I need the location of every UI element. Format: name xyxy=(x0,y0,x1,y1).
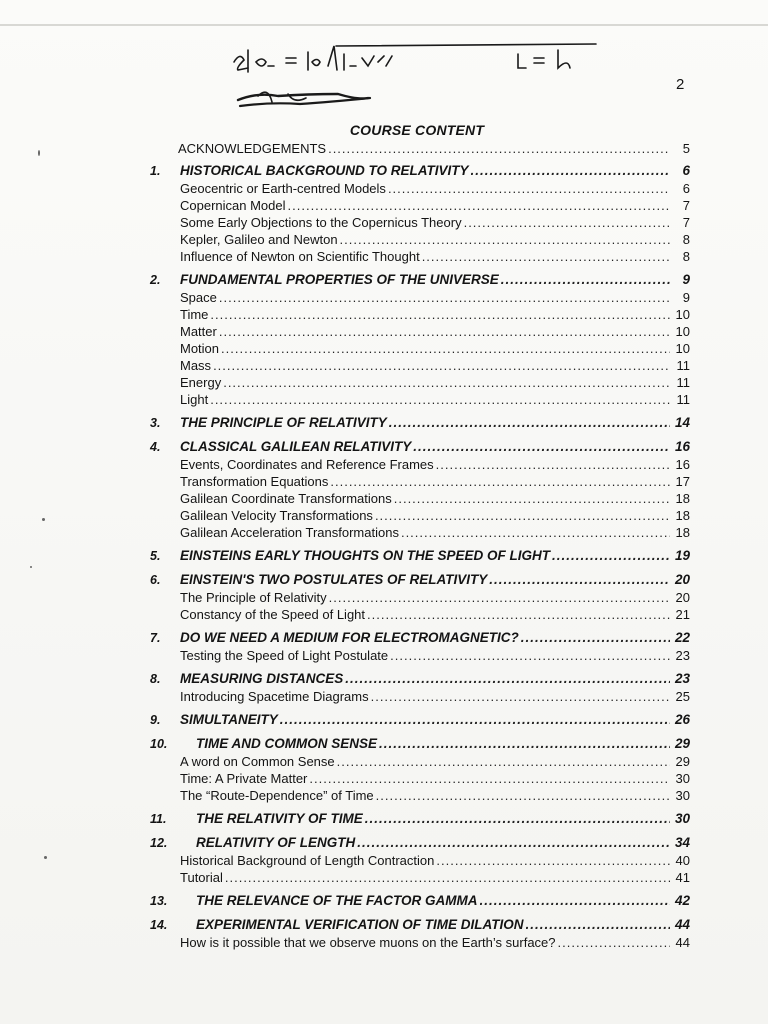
subentry-page: 11 xyxy=(676,375,690,390)
chapter-page: 6 xyxy=(682,163,690,178)
toc-subentry xyxy=(140,197,690,214)
subentry-page: 10 xyxy=(675,324,690,339)
toc-subentry xyxy=(140,391,690,408)
leader-dots xyxy=(413,437,670,456)
chapter-title: THE PRINCIPLE OF RELATIVITY xyxy=(180,415,387,430)
leader-dots xyxy=(223,374,670,391)
toc-subentry xyxy=(140,214,690,231)
chapter-page: 34 xyxy=(674,835,690,850)
subentry-page: 11 xyxy=(676,358,690,373)
subentry-title: The “Route-Dependence” of Time xyxy=(180,788,374,803)
subentry-page: 7 xyxy=(682,215,690,230)
chapter-number: 7. xyxy=(150,631,161,645)
subentry-title: Space xyxy=(180,290,217,305)
chapter-number: 6. xyxy=(150,573,161,587)
subentry-page: 8 xyxy=(682,232,690,247)
toc-chapter xyxy=(140,546,690,565)
toc-entry-acknowledgements xyxy=(140,140,690,157)
leader-dots xyxy=(357,833,670,852)
toc-chapter xyxy=(140,628,690,647)
leader-dots xyxy=(501,270,670,289)
leader-dots xyxy=(390,647,670,664)
leader-dots xyxy=(329,589,670,606)
toc-subentry xyxy=(140,688,690,705)
chapter-title: MEASURING DISTANCES xyxy=(180,671,344,686)
subentry-title: The Principle of Relativity xyxy=(180,590,327,605)
toc-subentry xyxy=(140,524,690,541)
subentry-title: Historical Background of Length Contraction xyxy=(180,853,435,868)
leader-dots xyxy=(219,323,670,340)
leader-dots xyxy=(401,524,670,541)
toc-chapter xyxy=(140,809,690,828)
subentry-page: 11 xyxy=(676,392,690,407)
subentry-title: Some Early Objections to the Copernicus Theory xyxy=(180,215,462,230)
toc-subentry xyxy=(140,248,690,265)
chapter-page: 26 xyxy=(674,712,690,727)
chapter-title: EXPERIMENTAL VERIFICATION OF TIME DILATION xyxy=(196,917,524,932)
leader-dots xyxy=(480,891,670,910)
chapter-page: 9 xyxy=(682,272,690,287)
subentry-title: Mass xyxy=(180,358,212,373)
subentry-page: 29 xyxy=(675,754,690,769)
subentry-page: 20 xyxy=(675,590,690,605)
subentry-page: 8 xyxy=(682,249,690,264)
chapter-title: DO WE NEED A MEDIUM FOR ELECTROMAGNETIC? xyxy=(180,630,519,645)
toc-subentry xyxy=(140,647,690,664)
handwritten-annotation xyxy=(228,40,608,130)
leader-dots xyxy=(388,180,670,197)
toc-chapter xyxy=(140,413,690,432)
leader-dots xyxy=(365,809,670,828)
margin-speck xyxy=(42,518,45,521)
leader-dots xyxy=(422,248,670,265)
subentry-page: 44 xyxy=(675,935,690,950)
subentry-title: Introducing Spacetime Diagrams xyxy=(180,689,369,704)
leader-dots xyxy=(340,231,670,248)
chapter-title: RELATIVITY OF LENGTH xyxy=(196,835,356,850)
subentry-page: 18 xyxy=(675,525,690,540)
leader-dots xyxy=(371,688,670,705)
chapter-number: 3. xyxy=(150,416,161,430)
toc-subentry xyxy=(140,306,690,323)
subentry-page: 41 xyxy=(675,870,690,885)
page-number: 2 xyxy=(676,76,685,93)
entry-title: ACKNOWLEDGEMENTS xyxy=(178,141,327,156)
toc-heading: COURSE CONTENT xyxy=(349,122,485,138)
chapter-title: THE RELEVANCE OF THE FACTOR GAMMA xyxy=(196,893,478,908)
leader-dots xyxy=(280,710,670,729)
entry-page: 5 xyxy=(682,141,690,156)
toc-subentry xyxy=(140,231,690,248)
toc-subentry xyxy=(140,180,690,197)
subentry-title: Galilean Acceleration Transformations xyxy=(180,525,399,540)
toc-subentry xyxy=(140,589,690,606)
subentry-title: Copernican Model xyxy=(180,198,286,213)
leader-dots xyxy=(471,161,670,180)
subentry-title: Time: A Private Matter xyxy=(180,771,308,786)
subentry-title: A word on Common Sense xyxy=(180,754,335,769)
chapter-number: 10. xyxy=(150,737,168,751)
subentry-page: 25 xyxy=(675,689,690,704)
margin-speck xyxy=(30,566,32,568)
chapter-number: 2. xyxy=(150,273,161,287)
toc-chapter xyxy=(140,833,690,852)
leader-dots xyxy=(558,934,670,951)
subentry-title: Tutorial xyxy=(180,870,223,885)
chapter-page: 19 xyxy=(674,548,690,563)
leader-dots xyxy=(389,413,670,432)
chapter-number: 14. xyxy=(150,918,168,932)
toc-subentry xyxy=(140,357,690,374)
leader-dots xyxy=(526,915,670,934)
subentry-page: 7 xyxy=(682,198,690,213)
chapter-title: TIME AND COMMON SENSE xyxy=(196,736,378,751)
margin-speck xyxy=(44,856,47,859)
toc-subentry xyxy=(140,340,690,357)
subentry-title: Galilean Coordinate Transformations xyxy=(180,491,392,506)
toc-chapter xyxy=(140,161,690,180)
page-top-edge xyxy=(0,24,768,26)
toc-subentry xyxy=(140,490,690,507)
toc-chapter xyxy=(140,570,690,589)
subentry-page: 10 xyxy=(675,307,690,322)
table-of-contents xyxy=(140,140,690,951)
subentry-page: 23 xyxy=(675,648,690,663)
leader-dots xyxy=(210,306,670,323)
toc-subentry xyxy=(140,374,690,391)
chapter-number: 1. xyxy=(150,164,161,178)
toc-chapter xyxy=(140,710,690,729)
leader-dots xyxy=(225,869,670,886)
subentry-title: Galilean Velocity Transformations xyxy=(180,508,373,523)
chapter-title: EINSTEIN'S TWO POSTULATES OF RELATIVITY xyxy=(180,572,488,587)
subentry-title: Events, Coordinates and Reference Frames xyxy=(180,457,434,472)
toc-chapter xyxy=(140,891,690,910)
chapter-title: EINSTEINS EARLY THOUGHTS ON THE SPEED OF LIGHT xyxy=(180,548,551,563)
subentry-title: Geocentric or Earth-centred Models xyxy=(180,181,386,196)
subentry-title: Light xyxy=(180,392,209,407)
subentry-title: Transformation Equations xyxy=(180,474,329,489)
subentry-title: Influence of Newton on Scientific Thought xyxy=(180,249,420,264)
toc-subentry xyxy=(140,770,690,787)
chapter-number: 12. xyxy=(150,836,168,850)
chapter-number: 4. xyxy=(150,440,161,454)
leader-dots xyxy=(367,606,670,623)
subentry-title: Constancy of the Speed of Light xyxy=(180,607,366,622)
leader-dots xyxy=(375,507,670,524)
toc-subentry xyxy=(140,456,690,473)
subentry-title: Kepler, Galileo and Newton xyxy=(180,232,338,247)
subentry-page: 17 xyxy=(675,474,690,489)
chapter-page: 22 xyxy=(674,630,690,645)
leader-dots xyxy=(210,391,670,408)
chapter-page: 23 xyxy=(674,671,690,686)
chapter-title: HISTORICAL BACKGROUND TO RELATIVITY xyxy=(180,163,469,178)
leader-dots xyxy=(221,340,670,357)
chapter-page: 20 xyxy=(674,572,690,587)
leader-dots xyxy=(219,289,670,306)
chapter-page: 30 xyxy=(674,811,690,826)
leader-dots xyxy=(337,753,670,770)
chapter-number: 5. xyxy=(150,549,161,563)
toc-subentry xyxy=(140,606,690,623)
chapter-page: 44 xyxy=(674,917,690,932)
leader-dots xyxy=(436,456,670,473)
leader-dots xyxy=(330,473,670,490)
subentry-page: 9 xyxy=(682,290,690,305)
leader-dots xyxy=(394,490,670,507)
chapter-page: 16 xyxy=(674,439,690,454)
subentry-page: 18 xyxy=(675,508,690,523)
toc-chapter xyxy=(140,669,690,688)
margin-speck xyxy=(38,150,40,156)
chapter-number: 13. xyxy=(150,894,168,908)
chapter-page: 14 xyxy=(674,415,690,430)
subentry-page: 6 xyxy=(682,181,690,196)
leader-dots xyxy=(328,140,670,157)
chapter-title: SIMULTANEITY xyxy=(180,712,278,727)
toc-subentry xyxy=(140,934,690,951)
toc-subentry xyxy=(140,473,690,490)
leader-dots xyxy=(552,546,670,565)
leader-dots xyxy=(345,669,670,688)
chapter-number: 11. xyxy=(150,812,167,826)
subentry-title: Time xyxy=(180,307,209,322)
leader-dots xyxy=(489,570,670,589)
toc-chapter xyxy=(140,270,690,289)
toc-subentry xyxy=(140,289,690,306)
chapter-number: 9. xyxy=(150,713,161,727)
subentry-title: Matter xyxy=(180,324,217,339)
subentry-page: 30 xyxy=(675,771,690,786)
toc-chapter xyxy=(140,734,690,753)
toc-subentry xyxy=(140,753,690,770)
chapter-number: 8. xyxy=(150,672,161,686)
chapter-page: 29 xyxy=(674,736,690,751)
subentry-page: 18 xyxy=(675,491,690,506)
leader-dots xyxy=(213,357,670,374)
subentry-page: 21 xyxy=(675,607,690,622)
toc-subentry xyxy=(140,507,690,524)
leader-dots xyxy=(379,734,670,753)
chapter-title: CLASSICAL GALILEAN RELATIVITY xyxy=(180,439,412,454)
toc-subentry xyxy=(140,787,690,804)
chapter-title: FUNDAMENTAL PROPERTIES OF THE UNIVERSE xyxy=(180,272,499,287)
subentry-title: Energy xyxy=(180,375,222,390)
toc-chapter xyxy=(140,437,690,456)
subentry-page: 16 xyxy=(675,457,690,472)
leader-dots xyxy=(521,628,670,647)
leader-dots xyxy=(464,214,670,231)
chapter-page: 42 xyxy=(674,893,690,908)
chapter-title: THE RELATIVITY OF TIME xyxy=(196,811,363,826)
toc-subentry xyxy=(140,852,690,869)
leader-dots xyxy=(309,770,670,787)
leader-dots xyxy=(288,197,670,214)
toc-chapter xyxy=(140,915,690,934)
leader-dots xyxy=(376,787,670,804)
subentry-page: 40 xyxy=(675,853,690,868)
subentry-page: 30 xyxy=(675,788,690,803)
toc-subentry xyxy=(140,323,690,340)
subentry-title: Testing the Speed of Light Postulate xyxy=(180,648,389,663)
leader-dots xyxy=(436,852,670,869)
subentry-page: 10 xyxy=(675,341,690,356)
toc-subentry xyxy=(140,869,690,886)
subentry-title: Motion xyxy=(180,341,220,356)
subentry-title: How is it possible that we observe muons on the Earth’s surface? xyxy=(180,935,556,950)
